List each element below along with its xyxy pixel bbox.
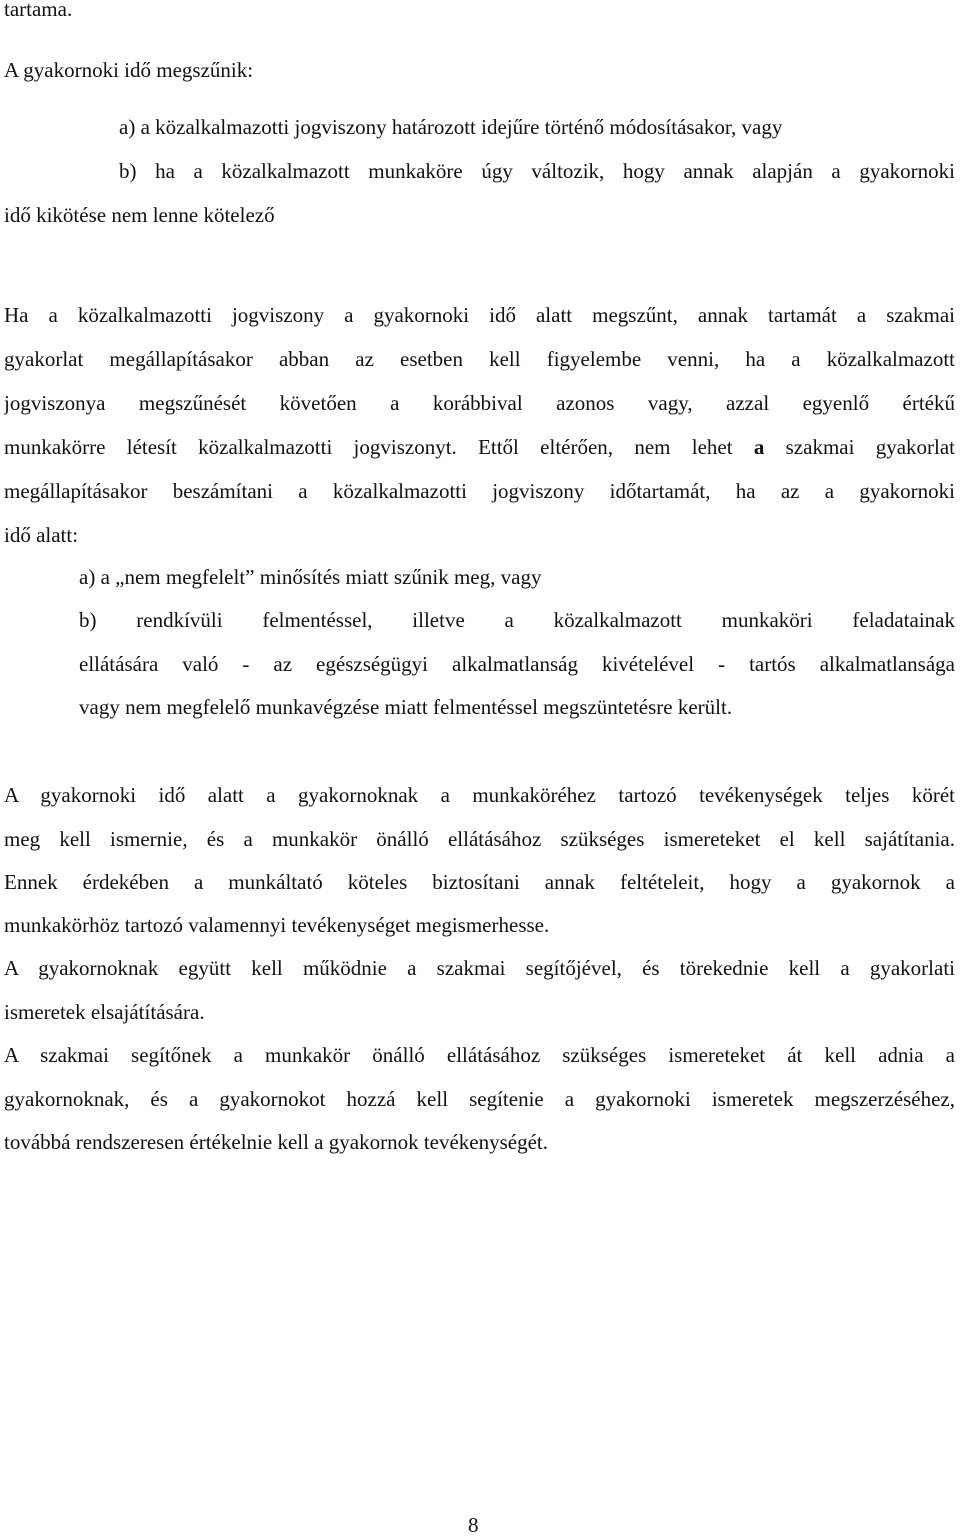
list-item-a: a) a közalkalmazotti jogviszony határozott idejűre történő módosításakor, vagy xyxy=(119,115,783,139)
section-heading: A gyakornoki idő megszűnik: xyxy=(4,58,254,82)
list-item-b: b) rendkívüli felmentéssel, illetve a közalkalmazott munkaköri feladatainak xyxy=(79,608,955,632)
paragraph-line: ismeretek elsajátítására. xyxy=(4,1000,205,1024)
list-item-b-continuation: idő kikötése nem lenne kötelező xyxy=(4,203,275,227)
paragraph-line xyxy=(4,434,955,460)
paragraph-line: meg kell ismernie, és a munkakör önálló ellátásához szükséges ismereteket el kell sajátítania. xyxy=(4,827,955,851)
page-number: 8 xyxy=(468,1513,479,1537)
continuation-text: tartama. xyxy=(4,0,73,21)
list-item-a: a) a „nem megfelelt” minősítés miatt szűnik meg, vagy xyxy=(79,565,542,589)
paragraph-line: A szakmai segítőnek a munkakör önálló ellátásához szükséges ismereteket át kell adnia a xyxy=(4,1043,955,1067)
paragraph-text: szakmai gyakorlat xyxy=(785,435,955,459)
list-item-b-continuation: ellátására való - az egészségügyi alkalmatlanság kivételével - tartós alkalmatlansága xyxy=(79,652,955,676)
paragraph-line: továbbá rendszeresen értékelnie kell a gyakornok tevékenységét. xyxy=(4,1130,549,1154)
paragraph-text: munkakörre létesít közalkalmazotti jogviszonyt. Ettől eltérően, nem lehet xyxy=(4,435,733,459)
paragraph-line: megállapításakor beszámítani a közalkalmazotti jogviszony időtartamát, ha az a gyakornoki xyxy=(4,479,955,503)
paragraph-line: idő alatt: xyxy=(4,523,79,547)
list-item-b: b) ha a közalkalmazott munkaköre úgy változik, hogy annak alapján a gyakornoki xyxy=(119,159,955,183)
paragraph-line: gyakorlat megállapításakor abban az esetben kell figyelembe venni, ha a közalkalmazott xyxy=(4,347,955,371)
paragraph-line: jogviszonya megszűnését követően a korábbival azonos vagy, azzal egyenlő értékű xyxy=(4,391,955,415)
paragraph-line: A gyakornoknak együtt kell működnie a szakmai segítőjével, és törekednie kell a gyakorlati xyxy=(4,956,955,980)
bold-article: a xyxy=(753,435,765,459)
list-item-b-continuation: vagy nem megfelelő munkavégzése miatt felmentéssel megszüntetésre került. xyxy=(79,695,733,719)
paragraph-line: munkakörhöz tartozó valamennyi tevékenységet megismerhesse. xyxy=(4,913,550,937)
paragraph-line: A gyakornoki idő alatt a gyakornoknak a munkaköréhez tartozó tevékenységek teljes körét xyxy=(4,783,955,807)
paragraph-line: Ennek érdekében a munkáltató köteles biztosítani annak feltételeit, hogy a gyakornok a xyxy=(4,870,955,894)
paragraph-line: gyakornoknak, és a gyakornokot hozzá kell segítenie a gyakornoki ismeretek megszerzéséhez, xyxy=(4,1087,955,1111)
paragraph-line: Ha a közalkalmazotti jogviszony a gyakornoki idő alatt megszűnt, annak tartamát a szakmai xyxy=(4,303,955,327)
